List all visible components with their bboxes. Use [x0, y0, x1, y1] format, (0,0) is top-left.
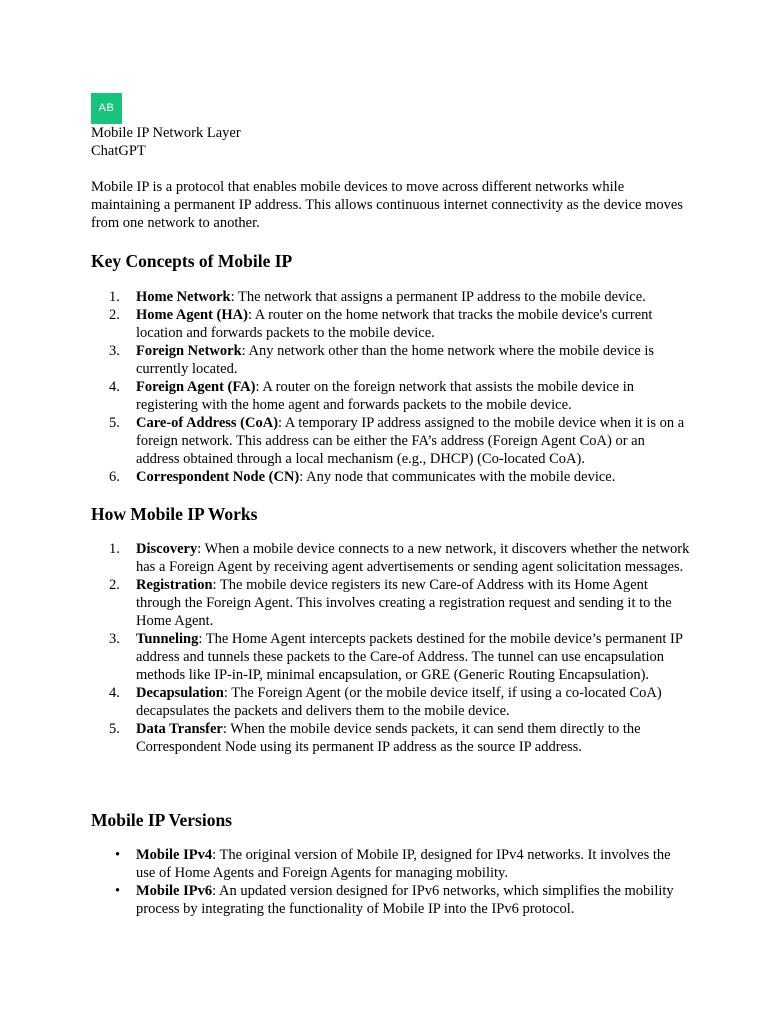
- list-item-term: Home Agent (HA): [136, 307, 248, 323]
- list-item: 5. Care-of Address (CoA): A temporary IP address assigned to the mobile device when it is on a foreign network. This address can be either the FA’s address (Foreign Agent CoA) or an address obtained through a local mechanism (e.g., DHCP) (Co-located CoA).: [109, 415, 685, 467]
- list-item: • Mobile IPv6: An updated version designed for IPv6 networks, which simplifies the mobility process by integrating the functionality of Mobile IP into the IPv6 protocol.: [115, 883, 674, 917]
- list-item-term: Data Transfer: [136, 721, 223, 737]
- list-item-text: Any network other than the home network where the mobile device is currently located.: [136, 343, 654, 377]
- list-item: 4. Decapsulation: The Foreign Agent (or the mobile device itself, if using a co-located CoA) decapsulates the packets and delivers them to the mobile device.: [109, 685, 662, 719]
- list-item-text: The Foreign Agent (or the mobile device itself, if using a co-located CoA) decapsulates the packets and delivers them to the mobile device.: [136, 685, 662, 719]
- list-item-text: A router on the home network that tracks the mobile device's current location and forwards packets to the mobile device.: [136, 307, 653, 341]
- list-item-term: Mobile IPv6: [136, 883, 213, 899]
- list-marker: 2.: [109, 307, 120, 323]
- list-item-text: Any node that communicates with the mobile device.: [303, 469, 616, 485]
- bullet-marker: •: [115, 847, 121, 863]
- list-item-text: When a mobile device connects to a new network, it discovers whether the network has a Foreign Agent by receiving agent advertisements or sending agent solicitation messages.: [136, 541, 690, 575]
- list-marker: 4.: [109, 685, 120, 701]
- list-item-term: Discovery: [136, 541, 198, 557]
- list-item-term: Correspondent Node (CN): [136, 469, 300, 485]
- list-item: 1. Home Network: The network that assigns a permanent IP address to the mobile device.: [109, 289, 646, 305]
- list-item: 6. Correspondent Node (CN): Any node that communicates with the mobile device.: [109, 469, 616, 485]
- section-heading-versions: Mobile IP Versions: [91, 810, 232, 830]
- list-marker: 3.: [109, 343, 120, 359]
- document-header: [91, 124, 241, 160]
- list-marker: 6.: [109, 469, 120, 485]
- how-it-works-list: [91, 540, 691, 756]
- list-marker: 1.: [109, 541, 120, 557]
- list-item-text: A temporary IP address assigned to the mobile device when it is on a foreign network. This address can be either the FA’s address (Foreign Agent CoA) or an address obtained through a local mechanism (e.g., DHCP) (Co-located CoA).: [136, 415, 685, 467]
- section-heading-how-it-works: How Mobile IP Works: [91, 504, 258, 524]
- list-item: 3. Tunneling: The Home Agent intercepts packets destined for the mobile device’s permanent IP address and tunnels these packets to the Care-of Address. The tunnel can use encapsulation methods like IP-in-IP, minimal encapsulation, or GRE (Generic Routing Encapsulation).: [109, 631, 683, 683]
- bullet-marker: •: [115, 883, 121, 899]
- list-marker: 4.: [109, 379, 120, 395]
- list-item: 2. Registration: The mobile device registers its new Care-of Address with its Home Agent through the Foreign Agent. This involves creating a registration request and sending it to the Home Agent.: [109, 577, 672, 629]
- list-item-text: An updated version designed for IPv6 networks, which simplifies the mobility process by integrating the functionality of Mobile IP into the IPv6 protocol.: [136, 883, 674, 917]
- list-item-text: The network that assigns a permanent IP address to the mobile device.: [234, 289, 646, 305]
- section-heading-key-concepts: Key Concepts of Mobile IP: [91, 251, 293, 271]
- list-item: 1. Discovery: When a mobile device connects to a new network, it discovers whether the network has a Foreign Agent by receiving agent advertisements or sending agent solicitation messages.: [109, 541, 690, 575]
- list-item-text: When the mobile device sends packets, it can send them directly to the Correspondent Node using its permanent IP address as the source IP address.: [136, 721, 641, 755]
- list-item-term: Foreign Network: [136, 343, 242, 359]
- versions-list: [91, 846, 691, 918]
- list-item-text: A router on the foreign network that assists the mobile device in registering with the home agent and forwards packets to the mobile device.: [136, 379, 635, 413]
- list-item: 4. Foreign Agent (FA): A router on the foreign network that assists the mobile device in registering with the home agent and forwards packets to the mobile device.: [109, 379, 635, 413]
- key-concepts-list: [91, 288, 691, 486]
- list-item: 2. Home Agent (HA): A router on the home network that tracks the mobile device's current location and forwards packets to the mobile device.: [109, 307, 653, 341]
- list-item-text: The original version of Mobile IP, designed for IPv4 networks. It involves the use of Home Agents and Foreign Agents for managing mobility.: [136, 847, 671, 881]
- document-title: Mobile IP Network Layer: [91, 125, 241, 141]
- list-item-text: The Home Agent intercepts packets destined for the mobile device’s permanent IP address and tunnels these packets to the Care-of Address. The tunnel can use encapsulation methods like IP-in-IP, minimal encapsulation, or GRE (Generic Routing Encapsulation).: [136, 631, 683, 683]
- list-marker: 1.: [109, 289, 120, 305]
- list-item-term: Mobile IPv4: [136, 847, 213, 863]
- list-marker: 5.: [109, 721, 120, 737]
- list-marker: 5.: [109, 415, 120, 431]
- list-item-term: Registration: [136, 577, 213, 593]
- list-item-term: Foreign Agent (FA): [136, 379, 256, 395]
- intro-paragraph: Mobile IP is a protocol that enables mobile devices to move across different networks while maintaining a permanent IP address. This allows continuous internet connectivity as the device moves from one network to another.: [91, 179, 683, 231]
- list-item-term: Decapsulation: [136, 685, 224, 701]
- list-item: • Mobile IPv4: The original version of Mobile IP, designed for IPv4 networks. It involves the use of Home Agents and Foreign Agents for managing mobility.: [115, 847, 671, 881]
- list-item-term: Care-of Address (CoA): [136, 415, 279, 431]
- list-marker: 2.: [109, 577, 120, 593]
- document-source: ChatGPT: [91, 143, 146, 159]
- user-avatar: AB: [91, 93, 122, 124]
- list-item-term: Home Network: [136, 289, 231, 305]
- list-item: 3. Foreign Network: Any network other than the home network where the mobile device is currently located.: [109, 343, 654, 377]
- list-item-text: The mobile device registers its new Care-of Address with its Home Agent through the Foreign Agent. This involves creating a registration request and sending it to the Home Agent.: [136, 577, 672, 629]
- list-marker: 3.: [109, 631, 120, 647]
- list-item-term: Tunneling: [136, 631, 199, 647]
- list-item: 5. Data Transfer: When the mobile device sends packets, it can send them directly to the Correspondent Node using its permanent IP address as the source IP address.: [109, 721, 641, 755]
